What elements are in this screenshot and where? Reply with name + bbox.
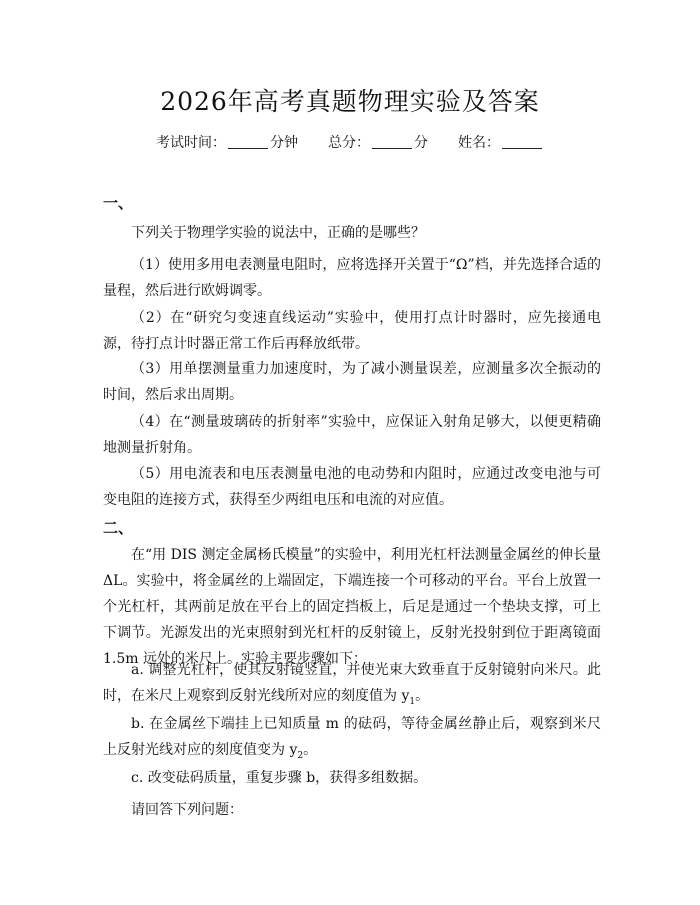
step-b-subscript: 2	[297, 750, 304, 761]
step-b-text: b. 在金属丝下端挂上已知质量 m 的砝码，等待金属丝静止后，观察到米尺上反射光线对应的刻度值变为 y	[103, 716, 601, 758]
step-a-end: 。	[415, 688, 430, 704]
step-b-end: 。	[303, 742, 318, 758]
time-blank	[228, 134, 268, 149]
question-2-prompt: 请回答下列问题：	[131, 802, 243, 818]
section-heading-1: 一、	[103, 194, 134, 212]
section-heading-2: 二、	[103, 519, 134, 537]
question-2-intro: 在“用 DIS 测定金属杨氏模量”的实验中，利用光杠杆法测量金属丝的伸长量 ΔL。实验中，将金属丝的上端固定，下端连接一个可移动的平台。平台上放置一个光杠杆，其两前足放在平台上的固定挡板上，后足是通过一个垫块支撑，可上下调节。光源发出的光束照射到光杠杆的反射镜上，反射光投射到位于距离镜面1.5m 远处的米尺上。实验主要步骤如下：	[103, 547, 601, 667]
question-1-option-1: （1）使用多用电表测量电阻时，应将选择开关置于“Ω”档，并先选择合适的量程，然后进行欧姆调零。	[103, 257, 601, 299]
question-1-option-3: （3）用单摆测量重力加速度时，为了减小测量误差，应测量多次全振动的时间，然后求出周期。	[103, 361, 601, 403]
time-label: 考试时间：	[156, 135, 226, 151]
name-label: 姓名：	[458, 135, 500, 151]
step-a-text: a. 调整光杠杆，使其反射镜竖直，并使光束大致垂直于反射镜射向米尺。此时，在米尺上观察到反射光线所对应的刻度值为 y	[103, 662, 601, 704]
question-2-step-c: c. 改变砝码质量，重复步骤 b，获得多组数据。	[131, 770, 428, 786]
page-title: 2026年高考真题物理实验及答案	[160, 87, 540, 116]
time-unit: 分钟	[270, 135, 298, 151]
score-blank	[372, 134, 412, 149]
name-blank	[502, 134, 542, 149]
step-a-subscript: 1	[409, 696, 416, 707]
score-label: 总分：	[328, 135, 370, 151]
score-unit: 分	[414, 135, 428, 151]
exam-info-line	[0, 132, 700, 152]
question-1-option-2: （2）在“研究匀变速直线运动”实验中，使用打点计时器时，应先接通电源，待打点计时器正常工作后再释放纸带。	[103, 310, 601, 352]
question-1-option-5: （5）用电流表和电压表测量电池的电动势和内阻时，应通过改变电池与可变电阻的连接方式，获得至少两组电压和电流的对应值。	[103, 466, 601, 508]
question-2-step-b	[103, 711, 601, 769]
question-2-step-a	[103, 657, 601, 715]
question-1-option-4: （4）在“测量玻璃砖的折射率”实验中，应保证入射角足够大，以便更精确地测量折射角。	[103, 414, 601, 456]
question-1-stem: 下列关于物理学实验的说法中，正确的是哪些？	[131, 225, 425, 241]
